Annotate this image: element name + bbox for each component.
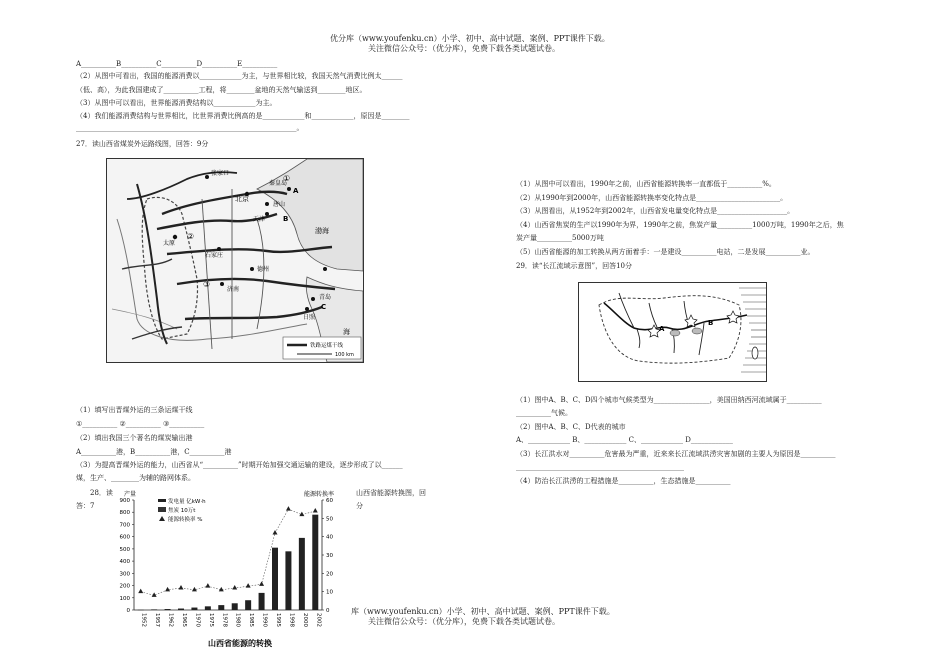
chart-ytick-label: 800 <box>119 510 130 517</box>
label-qinhuangdao: 秦皇岛 <box>269 180 288 187</box>
label-rizhao: 日照 <box>303 314 316 321</box>
chart-bar <box>232 603 238 610</box>
label-circle-1: ① <box>283 174 291 183</box>
q29-2b: A、____________ B、____________ C、____________ D____________ <box>516 436 733 444</box>
q29-title: 29．读“长江流域示意图”，回答10分 <box>516 262 632 270</box>
q29-2: （2）图中A、B、C、D代表的城市 <box>516 423 626 431</box>
yangtze-basin-map <box>578 282 767 382</box>
q29-1a: （1）图中A、B、C、D四个城市气候类型为________________，美国田纳西河流域属于__________ <box>516 396 822 404</box>
chart-ytick-label: 400 <box>119 559 130 566</box>
chart-rate-point <box>246 583 251 588</box>
chart-y2tick-label: 30 <box>326 553 333 559</box>
q29-3a: （3）长江洪水对__________危害最为严重，近来来长江流域洪涝灾害加剧的主要人为原因是__________ <box>516 450 836 458</box>
yangtze-map-svg <box>579 283 766 381</box>
chart-rate-point <box>138 589 143 594</box>
chart-y2label: 能源转换率 <box>304 491 335 498</box>
q29-1b: __________气候。 <box>516 409 572 417</box>
q26-2a: （2）从图中可看出，我国的能源消费以____________为主，与世界相比较，我国天然气消费比例太______ <box>76 72 403 80</box>
footer-line-2: 关注微信公众号：（优分库），免费下载各类试题试卷。 <box>368 617 560 626</box>
legend-item-electricity: 发电量 亿kW·h <box>168 499 206 505</box>
chart-bar <box>312 515 318 610</box>
chart-rate-point <box>286 506 291 511</box>
legend-railway: 铁路运煤干线 <box>310 343 344 349</box>
chart-bar <box>151 609 157 610</box>
chart-ytick-label: 0 <box>126 608 130 614</box>
chart-ytick-label: 500 <box>119 546 130 553</box>
chart-y2tick-label: 60 <box>326 498 333 504</box>
q28-5: （5）山西省能源的加工转换从两方面着手：一是建设__________电站，二是发展__________业。 <box>516 248 815 256</box>
q27-1: （1）填写出晋煤外运的三条运煤干线 <box>76 406 193 414</box>
label-circle-2: ② <box>187 232 195 241</box>
legend-scale: 100 km <box>335 352 354 358</box>
coal-map-svg <box>107 159 363 362</box>
chart-ytick-label: 900 <box>119 498 130 504</box>
chart-xtick-label: 1965 <box>181 613 187 627</box>
chart-ytick-label: 200 <box>119 583 130 590</box>
q26-abcde: A__________B__________C__________D__________E__________ <box>76 60 278 68</box>
q28-2: （2）从1990年到2000年，山西省能源转换率变化特点是________________________。 <box>516 194 788 202</box>
label-taiyuan: 太原 <box>163 240 176 247</box>
chart-ytick-label: 600 <box>119 534 130 541</box>
chart-xtick-label: 1995 <box>275 613 281 627</box>
q26-4b: _______________________________________________________________。 <box>76 124 304 132</box>
chart-xtick-label: 1957 <box>154 613 161 627</box>
chart-bar <box>205 606 211 610</box>
q28-4a: （4）山西省焦炭的生产以1990年为界，1990年之前，焦炭产量__________1000万吨，1990年之后，焦 <box>516 221 844 229</box>
chart-rate-point <box>273 530 278 535</box>
chart-bar <box>191 608 197 610</box>
footer-line-1: 库（www.youfenku.cn）小学、初中、高中试题、案例、PPT课件下载。 <box>351 607 615 616</box>
chart-xtick-label: 1980 <box>234 613 241 627</box>
chart-xtick-label: 1978 <box>221 613 228 627</box>
q28-4b: 炭产量__________5000万吨 <box>516 234 604 242</box>
chart-rate-point <box>165 587 170 592</box>
chart-bar <box>245 600 251 610</box>
coal-transport-map <box>106 158 364 363</box>
chart-rate-point <box>232 585 237 590</box>
chart-y2tick-label: 40 <box>326 534 333 541</box>
chart-rate-point <box>259 581 264 586</box>
label-beijing: 北京 <box>235 195 249 203</box>
chart-rate-point <box>205 583 210 588</box>
chart-ytick-label: 700 <box>119 522 130 529</box>
label-bohai: 渤海 <box>315 227 329 235</box>
chart-ylabel: 产量 <box>124 491 137 498</box>
q27-1b: ①__________ ②__________ ③__________ <box>76 420 205 428</box>
chart-rate-point <box>179 585 184 590</box>
q27-title: 27．读山西省煤炭外运路线图，回答：9分 <box>76 140 209 148</box>
label-huanghai: 海 <box>343 328 350 336</box>
chart-y2tick-label: 50 <box>326 516 333 523</box>
q28-a: 28．读 <box>90 489 113 497</box>
chart-xtick-label: 1985 <box>248 613 255 627</box>
chart-bar <box>299 538 305 610</box>
q28-d: 分 <box>356 502 363 510</box>
label-shijiazhuang: 石家庄 <box>205 252 224 259</box>
q27-3a: （3）为提高晋煤外运的能力，山西省从“__________”时期开始加强交通运输的建设，逐步形成了以______ <box>76 461 403 469</box>
chart-bar <box>138 610 144 611</box>
label-circle-3: ③ <box>203 280 211 289</box>
q27-2b: A__________港，B__________港，C__________港 <box>76 448 232 456</box>
label-zhangjiakou: 张家口 <box>211 170 230 177</box>
chart-xtick-label: 1990 <box>261 613 268 627</box>
chart-y2tick-label: 0 <box>326 608 330 614</box>
label-port-A: A <box>293 187 299 195</box>
chart-xtick-label: 1962 <box>167 613 174 627</box>
q27-3b: 煤，生产、________为辅的路网体系。 <box>76 474 195 482</box>
energy-conversion-chart <box>108 488 353 648</box>
chart-xtick-label: 2002 <box>315 613 322 627</box>
q28-1: （1）从图中可以看出，1990年之前，山西省能源转换率一直都低于__________%。 <box>516 180 776 188</box>
q29-4: （4）防治长江洪涝的工程措施是__________，生态措施是__________ <box>516 477 731 485</box>
chart-rate-point <box>313 508 318 513</box>
q27-2: （2）填出我国三个著名的煤炭输出港 <box>76 434 193 442</box>
yangtze-label-B: B <box>708 319 714 327</box>
chart-xtick-label: 1952 <box>140 613 147 627</box>
chart-y2tick-label: 20 <box>326 571 333 578</box>
chart-bar <box>285 551 291 610</box>
chart-bar <box>165 609 171 610</box>
q28-c: 山西省能源转换图，回 <box>356 489 426 497</box>
label-jinan: 济南 <box>227 286 240 293</box>
label-tangshan: 唐山 <box>273 201 286 208</box>
chart-xtick-label: 1975 <box>207 613 214 627</box>
header-line-2: 关注微信公众号：（优分库），免费下载各类试题试卷。 <box>368 44 560 53</box>
q28-3: （3）从图看出，从1952年到2002年，山西省发电量变化特点是____________________。 <box>516 207 795 215</box>
label-port-B: B <box>283 215 289 223</box>
legend-item-coke: 焦炭 10万t <box>168 508 196 514</box>
chart-bar <box>272 548 278 610</box>
chart-xtick-label: 1970 <box>194 613 201 627</box>
q26-3: （3）从图中可以看出，世界能源消费结构以____________为主。 <box>76 99 277 107</box>
chart-bar <box>218 605 224 610</box>
chart-ytick-label: 100 <box>119 595 130 602</box>
label-dezhou: 德州 <box>257 266 270 273</box>
q29-3b: ________________________________________________ <box>516 463 684 471</box>
legend-item-rate: 能源转换率 % <box>168 517 203 523</box>
label-port-C: C <box>321 303 327 311</box>
chart-ytick-label: 300 <box>119 571 130 578</box>
label-qingdao: 青岛 <box>319 294 332 301</box>
chart-title: 山西省能源的转换 <box>208 639 272 648</box>
chart-y2tick-label: 10 <box>326 589 333 596</box>
chart-bar <box>178 609 184 610</box>
label-tianjin: 天津 <box>253 216 266 223</box>
yangtze-label-A: A <box>659 325 665 333</box>
chart-xtick-label: 2000 <box>301 613 308 627</box>
q28-b: 答：7 <box>76 502 95 510</box>
q26-2b: （低、高），为此我国建成了__________工程，将________盆地的天然气输送到________地区。 <box>76 86 367 94</box>
q26-4a: （4）我们能源消费结构与世界相比，比世界消费比例高的是____________和____________，原因是________ <box>76 112 410 120</box>
header-line-1: 优分库（www.youfenku.cn）小学、初中、高中试题、案例、PPT课件下载。 <box>330 34 610 43</box>
chart-xtick-label: 1998 <box>288 613 295 627</box>
chart-legend <box>158 497 206 523</box>
chart-bar <box>259 593 265 610</box>
